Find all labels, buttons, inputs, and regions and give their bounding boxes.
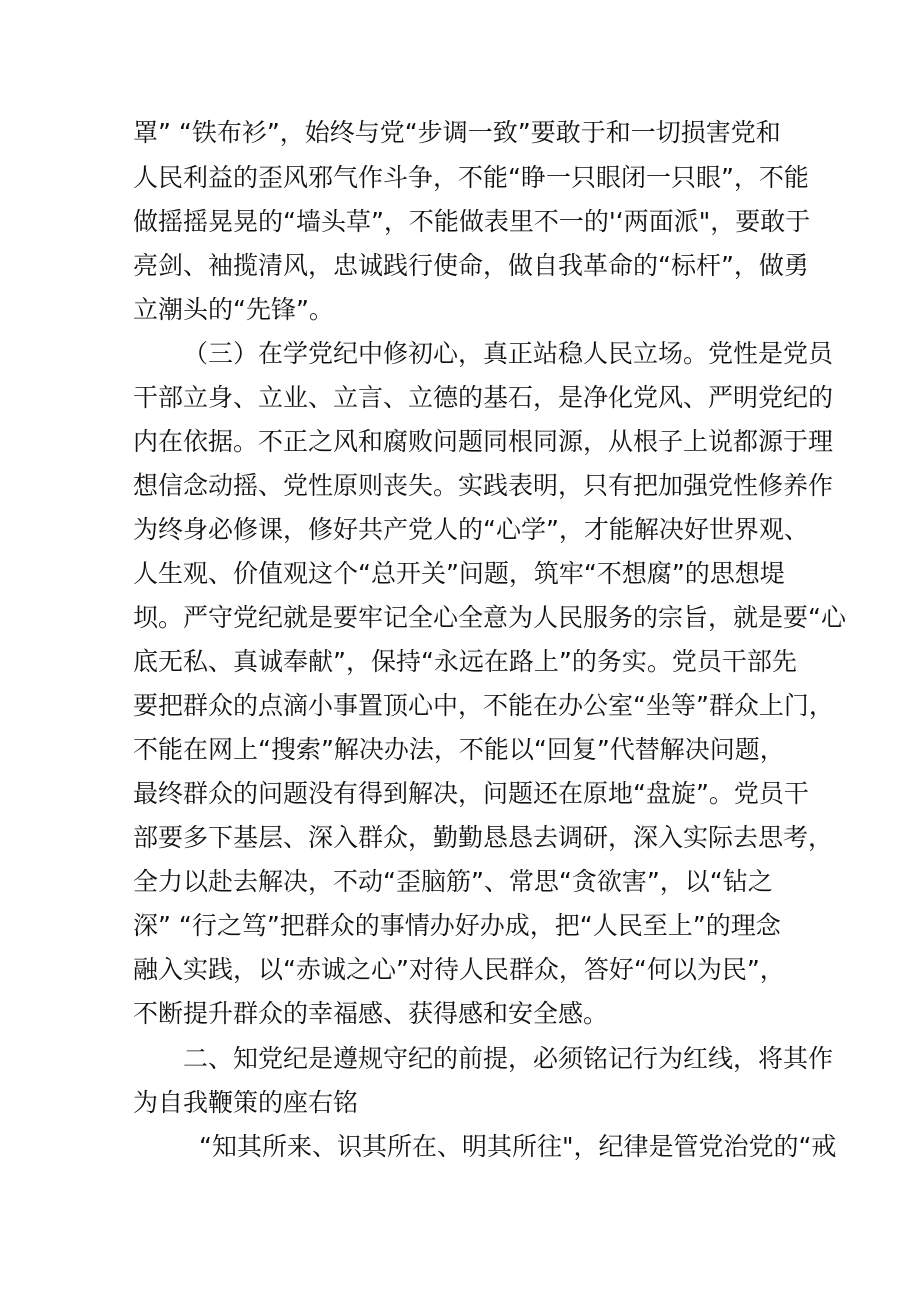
text-line: 不能在网上“搜索”解决办法，不能以“回复”代替解决问题， xyxy=(133,735,785,764)
text-line: 融入实践，以“赤诚之心”对待人民群众，答好“何以为民”， xyxy=(133,955,785,984)
text-line: 人民利益的歪风邪气作斗争，不能“睁一只眼闭一只眼”，不能 xyxy=(133,163,809,192)
section-heading-2: 二、知党纪是遵规守纪的前提，必须铭记行为红线，将其作 xyxy=(183,1044,834,1073)
text-line: 人生观、价值观这个“总开关”问题，筑牢“不想腐”的思想堤 xyxy=(133,559,785,588)
text-line: 深” “行之笃”把群众的事情办好办成，把“人民至上”的理念 xyxy=(133,911,781,940)
text-line: 底无私、真诚奉献”，保持“永远在路上”的务实。党员干部先 xyxy=(133,647,797,676)
text-line: 为终身必修课，修好共产党人的“心学”，才能解决好世界观、 xyxy=(133,515,809,544)
text-line: 罩” “铁布衫”，始终与党“步调一致”要敢于和一切损害党和 xyxy=(133,118,781,147)
text-line: 不断提升群众的幸福感、获得感和安全感。 xyxy=(133,999,609,1028)
text-line: “知其所来、识其所在、明其所往"，纪律是管党治党的“戒 xyxy=(199,1132,837,1161)
text-line: 坝。严守党纪就是要牢记全心全意为人民服务的宗旨，就是要“心 xyxy=(133,603,846,632)
section-heading-3: （三）在学党纪中修初心，真正站稳人民立场。党性是党员 xyxy=(183,339,834,368)
text-line: 内在依据。不正之风和腐败问题同根同源，从根子上说都源于理 xyxy=(133,427,834,456)
section-heading-2-cont: 为自我鞭策的座右铭 xyxy=(133,1088,359,1117)
text-line: 想信念动摇、党性原则丧失。实践表明，只有把加强党性修养作 xyxy=(133,471,834,500)
text-line: 全力以赴去解决，不动“歪脑筋”、常思“贪欲害”，以“钻之 xyxy=(133,867,773,896)
text-line: 立潮头的“先锋”。 xyxy=(133,295,334,324)
text-line: 最终群众的问题没有得到解决，问题还在原地“盘旋”。党员干 xyxy=(133,779,809,808)
text-line: 部要多下基层、深入群众，勤勤恳恳去调研，深入实际去思考， xyxy=(133,823,834,852)
text-line: 亮剑、袖揽清风，忠诚践行使命，做自我革命的“标杆”，做勇 xyxy=(133,251,809,280)
text-line: 要把群众的点滴小事置顶心中，不能在办公室“坐等”群众上门， xyxy=(133,691,834,720)
text-line: 干部立身、立业、立言、立德的基石，是净化党风、严明党纪的 xyxy=(133,383,834,412)
text-line: 做摇摇晃晃的“墙头草”，不能做表里不一的'‘两面派"，要敢于 xyxy=(133,207,811,236)
